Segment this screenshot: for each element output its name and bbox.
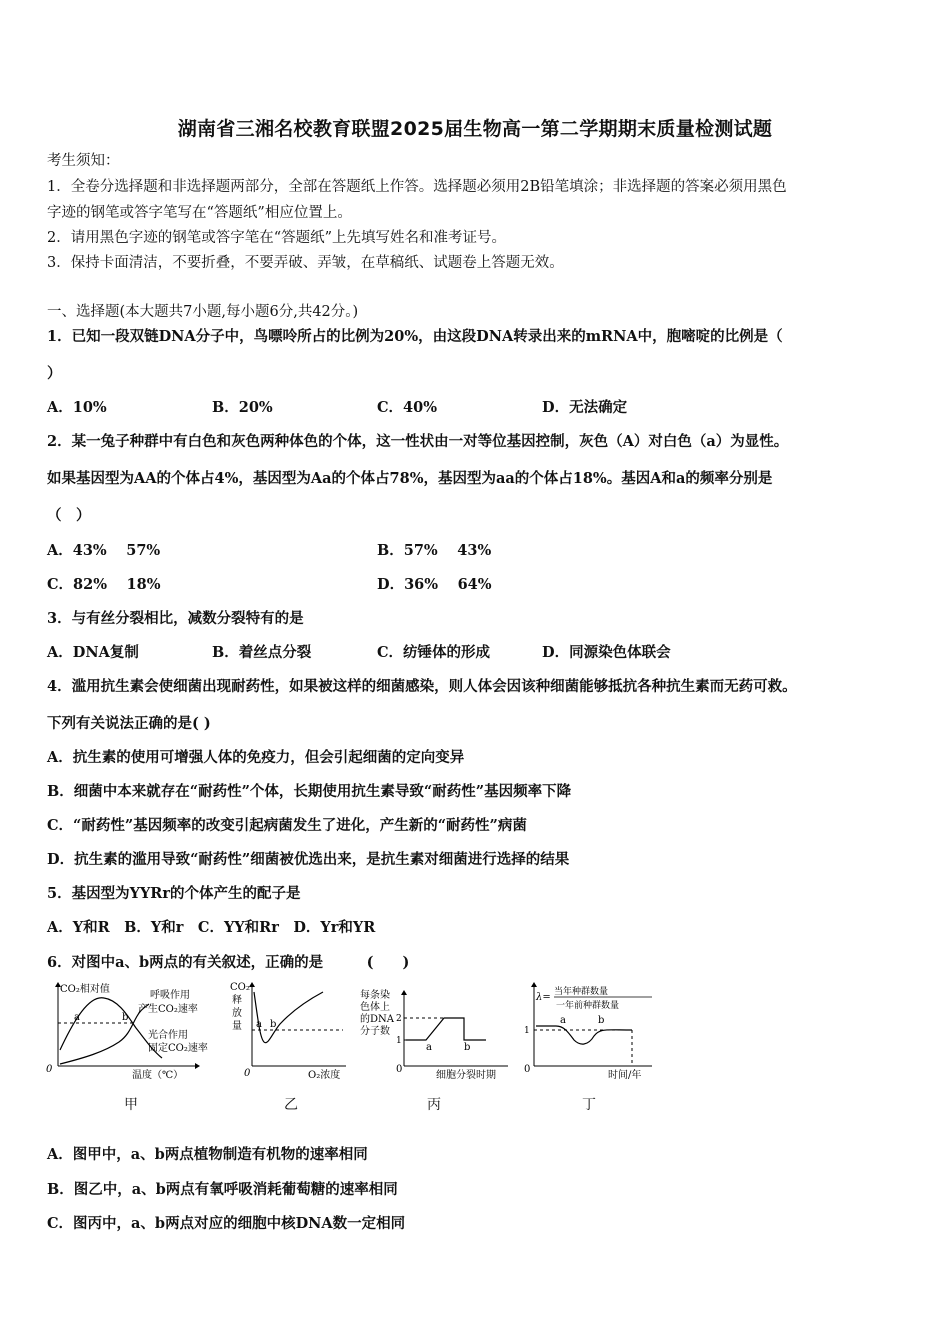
notice-item-3: 3．保持卡面清洁，不要折叠，不要弄破、弄皱，在草稿纸、试题卷上答题无效。 xyxy=(47,255,564,271)
bing-y-arrow xyxy=(401,990,407,995)
q1-stem-line-2: ） xyxy=(47,365,62,382)
yi-curve xyxy=(254,992,323,1043)
q5-options: A．Y和R B．Y和r C．YY和Rr D．Yr和YR xyxy=(47,919,376,936)
ding-point-a: a xyxy=(560,1015,566,1026)
figure-bing-caption: 丙 xyxy=(427,1097,441,1113)
bing-y-label-2: 色体上 xyxy=(360,1002,390,1013)
jia-curve2-line1: 光合作用 xyxy=(148,1030,188,1041)
jia-x-label: 温度（℃） xyxy=(132,1070,184,1080)
jia-curve2-line2: 固定CO₂速率 xyxy=(148,1043,208,1054)
q4-option-b: B．细菌中本来就存在“耐药性”个体，长期使用抗生素导致“耐药性”基因频率下降 xyxy=(47,783,572,800)
ding-y-arrow xyxy=(531,982,537,987)
yi-y-label-3: 放 xyxy=(232,1008,242,1019)
q4-option-c: C．“耐药性”基因频率的改变引起病菌发生了进化，产生新的“耐药性”病菌 xyxy=(47,817,527,834)
q6-stem: 6．对图中a、b两点的有关叙述，正确的是 ( ) xyxy=(47,954,410,971)
ding-tick-1: 1 xyxy=(524,1026,530,1036)
q3-option-c: C．纺锤体的形成 xyxy=(377,644,491,661)
notice-item-1-line-1: 1．全卷分选择题和非选择题两部分，全部在答题纸上作答。选择题必须用2B铅笔填涂；非选择题的答案必须用黑色 xyxy=(47,179,787,195)
notice-item-2: 2．请用黑色字迹的钢笔或答字笔在“答题纸”上先填写姓名和准考证号。 xyxy=(47,230,507,246)
bing-tick-1: 1 xyxy=(396,1036,402,1046)
q2-option-b: B．57% 43% xyxy=(377,542,492,559)
jia-curve1-line2: 产生CO₂速率 xyxy=(138,1004,198,1015)
ding-lambda: λ= xyxy=(536,992,551,1003)
bing-origin: 0 xyxy=(396,1064,403,1075)
figure-jia-caption: 甲 xyxy=(124,1097,138,1113)
jia-origin: 0 xyxy=(46,1064,53,1075)
figure-yi xyxy=(228,980,358,1080)
ding-frac-den: 一年前种群数量 xyxy=(556,1001,620,1011)
bing-point-a: a xyxy=(426,1042,432,1053)
figure-bing xyxy=(356,980,516,1080)
bing-y-label-3: 的DNA xyxy=(360,1014,394,1025)
page-title: 湖南省三湘名校教育联盟2025届生物高一第二学期期末质量检测试题 xyxy=(177,118,773,140)
q3-stem: 3．与有丝分裂相比，减数分裂特有的是 xyxy=(47,610,304,627)
q1-stem-line-1: 1．已知一段双链DNA分子中，鸟嘌呤所占的比例为20%，由这段DNA转录出来的mRNA中，胞嘧啶的比例是（ xyxy=(47,328,783,345)
q4-stem-line-1: 4．滥用抗生素会使细菌出现耐药性，如果被这样的细菌感染，则人体会因该种细菌能够抵抗各种抗生素而无药可救。 xyxy=(47,678,797,695)
notice-item-1-line-2: 字迹的钢笔或答字笔写在“答题纸”相应位置上。 xyxy=(47,205,352,221)
yi-origin: 0 xyxy=(244,1068,251,1079)
q2-option-d: D．36% 64% xyxy=(377,576,492,593)
notice-heading: 考生须知： xyxy=(47,153,120,169)
q3-option-a: A．DNA复制 xyxy=(47,644,139,661)
jia-point-b: b xyxy=(122,1012,129,1023)
bing-y-label-4: 分子数 xyxy=(360,1026,390,1037)
figure-jia-graph xyxy=(44,980,224,1080)
yi-x-label: O₂浓度 xyxy=(308,1070,341,1080)
q1-option-b: B．20% xyxy=(212,399,273,416)
figure-yi-caption: 乙 xyxy=(284,1097,298,1113)
yi-y-label-1: CO₂ xyxy=(230,982,250,993)
yi-y-arrow xyxy=(249,982,255,987)
ding-origin: 0 xyxy=(524,1064,531,1075)
figure-bing-graph xyxy=(356,980,516,1080)
yi-point-a: a xyxy=(256,1019,262,1030)
jia-y-label: CO₂相对值 xyxy=(60,984,110,995)
q4-option-a: A．抗生素的使用可增强人体的免疫力，但会引起细菌的定向变异 xyxy=(47,749,465,766)
q5-stem: 5．基因型为YYRr的个体产生的配子是 xyxy=(47,885,301,902)
bing-point-b: b xyxy=(464,1042,471,1053)
q1-option-d: D．无法确定 xyxy=(542,399,628,416)
yi-y-label-4: 量 xyxy=(232,1021,242,1032)
ding-frac-num: 当年种群数量 xyxy=(554,987,609,997)
jia-x-arrow xyxy=(195,1063,200,1069)
bing-y-label-1: 每条染 xyxy=(360,990,390,1001)
q1-option-a: A．10% xyxy=(47,399,107,416)
q4-stem-line-2: 下列有关说法正确的是( ) xyxy=(47,715,211,732)
q2-stem-line-1: 2．某一兔子种群中有白色和灰色两种体色的个体，这一性状由一对等位基因控制，灰色（A）对白色（a）为显性。 xyxy=(47,433,789,450)
bing-x-label: 细胞分裂时期 xyxy=(436,1070,496,1080)
figure-jia xyxy=(44,980,224,1080)
jia-point-a: a xyxy=(74,1012,80,1023)
q2-stem-line-2: 如果基因型为AA的个体占4%，基因型为Aa的个体占78%，基因型为aa的个体占18%。基因A和a的频率分别是 xyxy=(47,470,773,487)
q3-option-b: B．着丝点分裂 xyxy=(212,644,312,661)
q6-option-a: A．图甲中，a、b两点植物制造有机物的速率相同 xyxy=(47,1146,368,1163)
ding-point-b: b xyxy=(598,1015,605,1026)
figure-yi-graph xyxy=(228,980,358,1080)
figure-ding-graph xyxy=(520,980,660,1080)
q2-stem-line-3: （ ） xyxy=(47,507,91,524)
section-heading: 一、选择题(本大题共7小题,每小题6分,共42分。) xyxy=(47,304,359,320)
q6-option-c: C．图丙中，a、b两点对应的细胞中核DNA数一定相同 xyxy=(47,1215,406,1232)
figure-ding xyxy=(520,980,660,1080)
figure-ding-caption: 丁 xyxy=(582,1097,596,1113)
q2-option-c: C．82% 18% xyxy=(47,576,161,593)
q3-option-d: D．同源染色体联会 xyxy=(542,644,671,661)
yi-point-b: b xyxy=(270,1019,277,1030)
jia-curve1-line1: 呼吸作用 xyxy=(150,990,190,1001)
ding-curve xyxy=(536,1026,632,1044)
yi-y-label-2: 释 xyxy=(232,995,242,1006)
bing-curve xyxy=(406,1018,486,1040)
ding-x-label: 时间/年 xyxy=(608,1070,642,1080)
q2-option-a: A．43% 57% xyxy=(47,542,161,559)
bing-tick-2: 2 xyxy=(396,1014,402,1024)
q4-option-d: D．抗生素的滥用导致“耐药性”细菌被优选出来，是抗生素对细菌进行选择的结果 xyxy=(47,851,570,868)
q6-option-b: B．图乙中，a、b两点有氧呼吸消耗葡萄糖的速率相同 xyxy=(47,1181,398,1198)
q1-option-c: C．40% xyxy=(377,399,437,416)
